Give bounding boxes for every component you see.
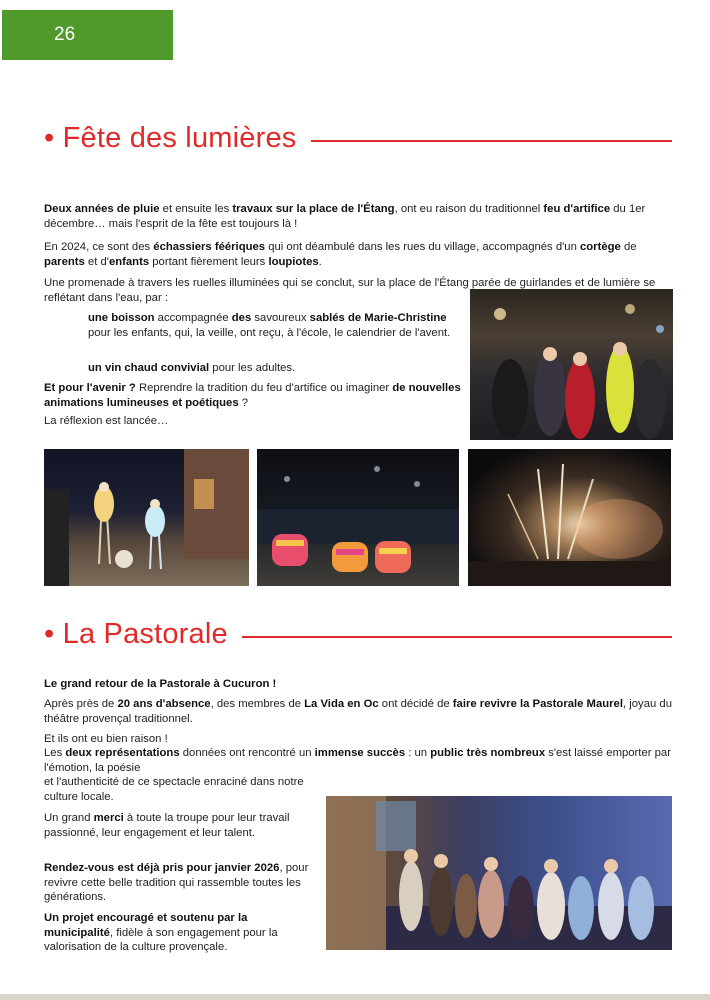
bold-text-run: Le grand retour de la Pastorale à Cucuron ! [44,678,277,690]
text-run: Après près de [44,698,118,710]
crowd-illustration [470,289,673,440]
photo-fireworks [468,449,671,586]
paragraph [44,240,672,269]
text-run: du 1er décembre… mais l'esprit de la fête est toujours là ! [44,203,646,230]
bold-text-run: cortège [580,241,621,253]
paragraph [44,861,314,905]
bold-text-run: travaux sur la place de l'Étang [232,203,395,215]
text-run: et ensuite les [159,203,233,215]
paragraph [44,381,464,410]
photo-lanterns [257,449,459,586]
paragraph [44,811,314,840]
section-title-text: • La Pastorale [44,618,228,650]
paragraph [44,775,306,804]
troupe-illustration [326,796,672,950]
bold-text-run: loupiotes [268,255,319,268]
page-number: 26 [54,24,76,45]
text-run: et d' [84,255,109,268]
page-bottom-edge [0,994,710,1000]
text-run: Et ils ont eu bien raison ! [44,733,168,745]
bold-text-run: Rendez-vous est déjà pris pour janvier 2026 [44,862,280,874]
bold-text-run: des [231,312,252,324]
bold-text-run: échassiers féériques [153,241,266,253]
fireworks-illustration [468,449,671,586]
lanterns-illustration [257,449,459,586]
text-run: Les [44,747,66,759]
bold-text-run: une boisson [88,312,155,324]
title-rule [311,140,673,142]
text-run: La réflexion est lancée… [44,415,169,427]
bold-text-run: Deux années de pluie [44,203,160,215]
title-rule [242,636,672,638]
text-run: savoureux [251,312,310,324]
text-run: pour les adultes. [209,362,296,374]
text-run: ? [238,396,249,409]
paragraph [44,202,672,231]
paragraph [44,911,314,955]
stilt-walkers-illustration [44,449,249,586]
text-run: Reprendre la tradition du feu d'artifice ou imaginer [135,382,393,394]
text-run: à toute la troupe pour leur travail passionné, leur engagement et leur talent. [44,812,290,839]
bold-text-run: deux représentations [65,747,180,759]
paragraph [88,361,466,376]
text-run: de [620,241,637,253]
text-run: , des membres de [210,698,305,710]
page-number-badge [2,10,173,60]
text-run: En 2024, ce sont des [44,241,154,253]
bold-text-run: merci [93,812,124,824]
text-run: , joyau du théâtre provençal traditionnel. [44,698,672,725]
text-run: . [318,255,322,268]
text-run: portant fièrement leurs [149,255,269,268]
paragraph [44,414,464,429]
section-title-text: • Fête des lumières [44,122,297,154]
text-run: , ont eu raison du traditionnel [394,203,544,215]
bold-text-run: enfants [108,255,150,268]
bold-text-run: parents [44,255,85,268]
bold-text-run: La Vida en Oc [304,698,379,710]
section-title-pastorale [44,618,672,651]
bold-text-run: Et pour l'avenir ? [44,382,136,394]
text-run: , fidèle à son engagement pour la valorisation de la culture provençale. [44,926,278,953]
paragraph [44,746,672,775]
bold-text-run: de nouvelles animations lumineuses et poétiques [44,382,461,409]
paragraph [44,677,672,692]
paragraph [44,732,672,747]
photo-pastorale-troupe [326,796,672,950]
text-run: : un [405,747,431,759]
text-run: accompagnée [154,312,232,324]
text-run: ont décidé de [378,698,453,710]
section-title-fete [44,122,672,155]
paragraph [88,311,466,340]
text-run: données ont rencontré un [179,747,315,759]
bold-text-run: un vin chaud convivial [88,362,210,374]
text-run: qui ont déambulé dans les rues du village, accompagnés d'un [265,241,580,253]
text-run: Un grand [44,812,94,824]
bold-text-run: immense succès [314,747,406,759]
bold-text-run: public très nombreux [430,747,546,759]
paragraph [44,697,672,726]
bold-text-run: sablés de Marie-Christine [309,312,447,324]
text-run: et l'authenticité de ce spectacle enraciné dans notre culture locale. [44,776,304,803]
bold-text-run: faire revivre la Pastorale Maurel [452,698,623,710]
photo-crowd-night [470,289,673,440]
text-run: s'est laissé emporter par l'émotion, la poésie [44,747,671,774]
text-run: Une promenade à travers les ruelles illuminées qui se conclut, sur la place de l'Étang parée de guirlandes et de lumière se reflétant dans l'eau, par : [44,277,656,304]
text-run: pour les enfants, qui, la veille, ont reçu, à l'école, le calendrier de l'avent. [88,326,451,339]
text-run: , pour revivre cette belle tradition qui rassemble toutes les générations. [44,862,309,903]
photo-stilt-walkers [44,449,249,586]
bold-text-run: 20 ans d'absence [117,698,211,710]
bold-text-run: feu d'artifice [543,203,611,215]
bold-text-run: Un projet encouragé et soutenu par la municipalité [44,912,248,939]
